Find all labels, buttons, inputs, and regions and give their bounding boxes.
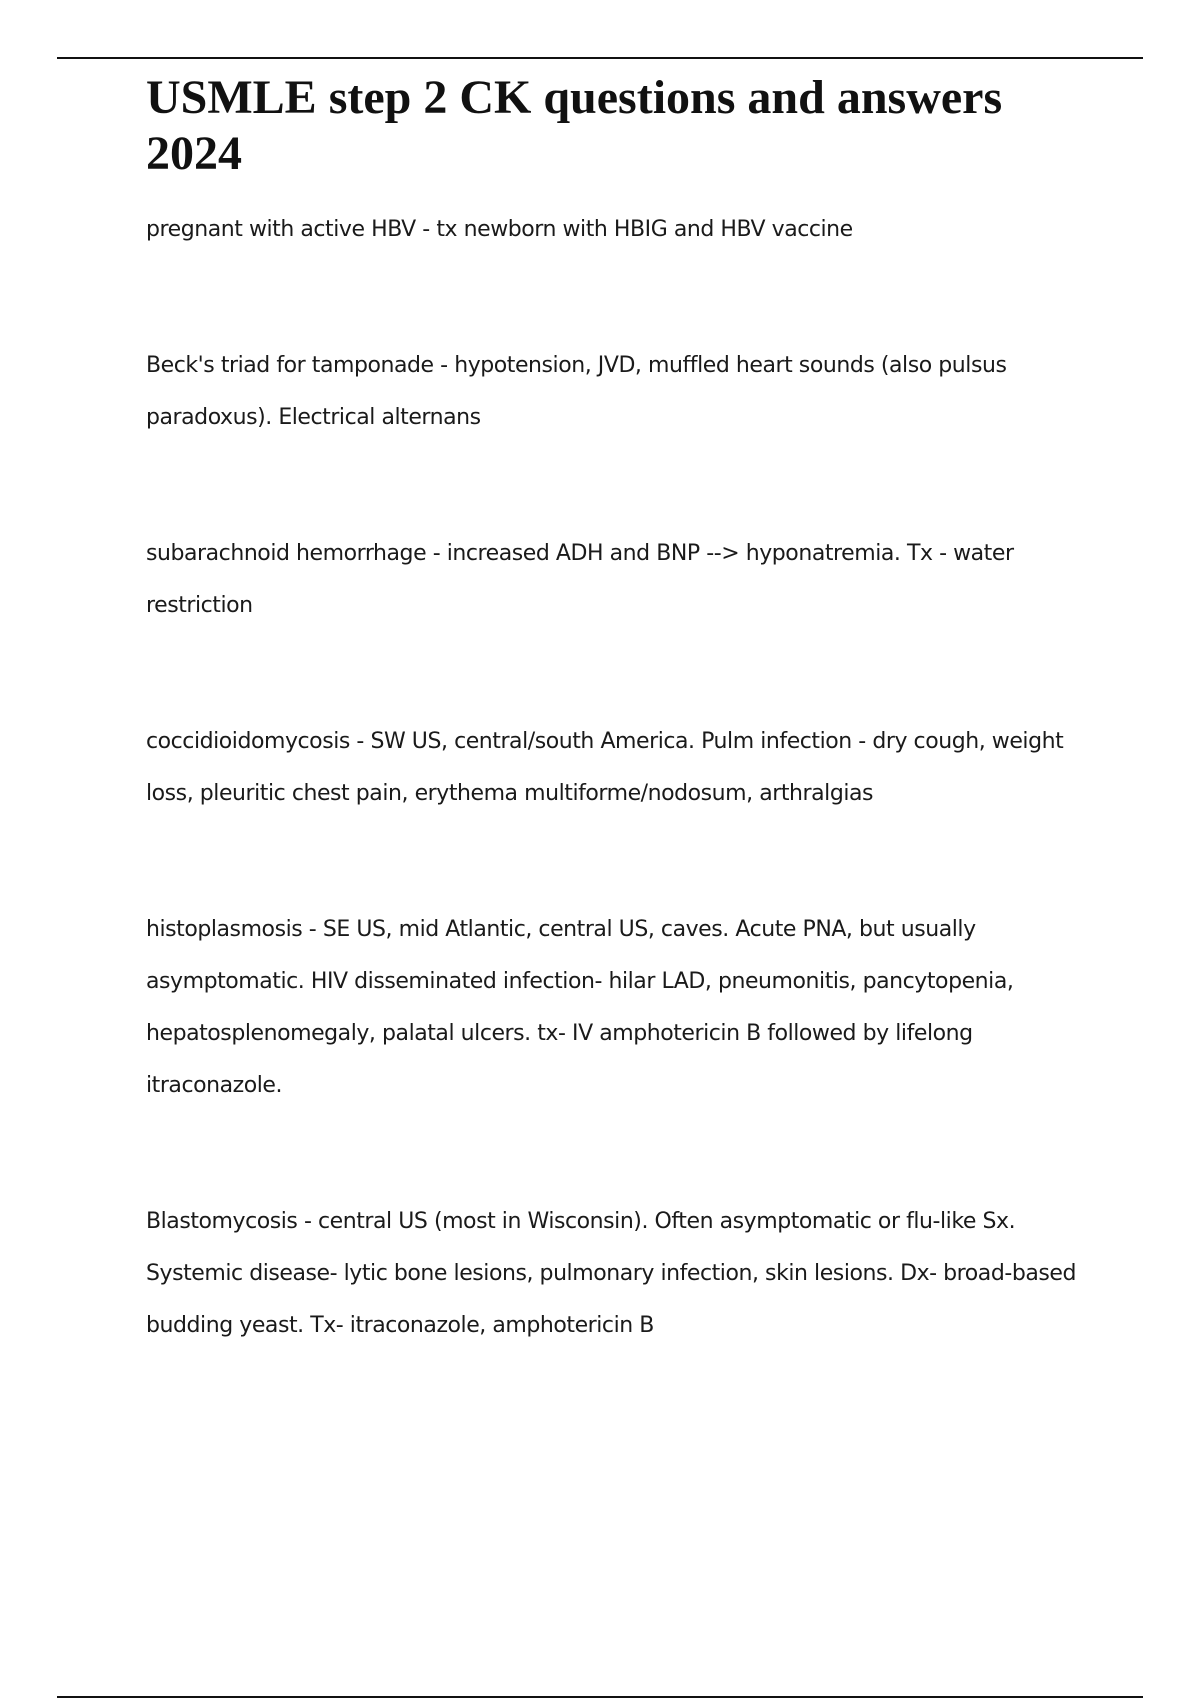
entry-coccidioidomycosis: coccidioidomycosis - SW US, central/south America. Pulm infection - dry cough, weight loss, pleuritic chest pain, erythema multiforme/nodosum, arthralgias [146,729,1064,806]
entry-hbv-pregnancy: pregnant with active HBV - tx newborn with HBIG and HBV vaccine [146,217,853,242]
entry-histoplasmosis: histoplasmosis - SE US, mid Atlantic, central US, caves. Acute PNA, but usually asymptomatic. HIV disseminated infection- hilar LAD, pneumonitis, pancytopenia, hepatosplenomegaly, palatal ulcers. tx- IV amphotericin B followed by lifelong itraconazole. [146,917,1014,1098]
bottom-rule [57,1696,1143,1698]
entry-becks-triad: Beck's triad for tamponade - hypotension, JVD, muffled heart sounds (also pulsus paradoxus). Electrical alternans [146,353,1007,430]
entries-list [146,204,1092,1352]
page-content [146,70,1092,1352]
document-title: USMLE step 2 CK questions and answers 2024 [146,71,1003,180]
top-rule [57,57,1143,59]
entry-blastomycosis: Blastomycosis - central US (most in Wisconsin). Often asymptomatic or flu-like Sx. Systemic disease- lytic bone lesions, pulmonary infection, skin lesions. Dx- broad-based budding yeast. Tx- itraconazole, amphotericin B [146,1209,1077,1338]
entry-subarachnoid-hemorrhage: subarachnoid hemorrhage - increased ADH and BNP --> hyponatremia. Tx - water restriction [146,541,1014,618]
